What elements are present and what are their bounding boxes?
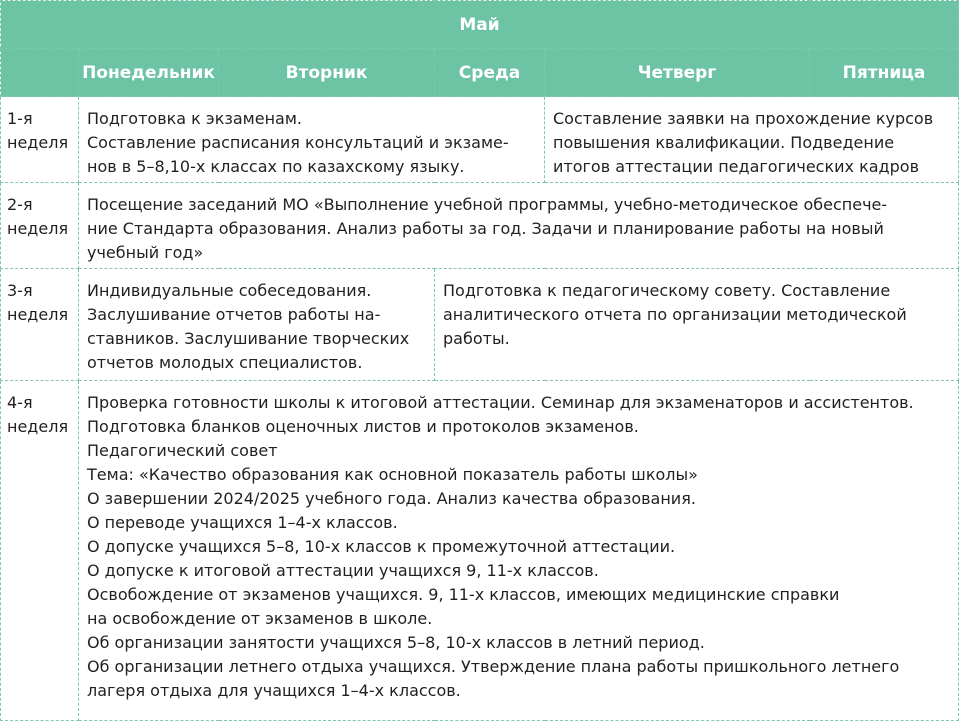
corner-cell xyxy=(1,49,79,97)
week-row-4 xyxy=(1,381,959,721)
task-line: работы. xyxy=(443,329,510,348)
task-line: Педагогический совет xyxy=(87,441,278,460)
task-line: ставников. Заслушивание творческих xyxy=(87,329,410,348)
task-line: учебный год» xyxy=(87,243,204,262)
task-line: Об организации летнего отдыха учащихся. Утверждение плана работы пришкольного летнего xyxy=(87,657,900,676)
week-label: 1-я неделя xyxy=(1,97,79,183)
week1-thu-fri-cell xyxy=(545,97,959,183)
task-line: Проверка готовности школы к итоговой аттестации. Семинар для экзаменаторов и ассистентов. xyxy=(87,393,914,412)
week-row-1 xyxy=(1,97,959,183)
task-line: на освобождение от экзаменов в школе. xyxy=(87,609,433,628)
weekday-tuesday: Вторник xyxy=(219,49,435,97)
week-row-2 xyxy=(1,183,959,269)
weekday-thursday: Четверг xyxy=(545,49,810,97)
task-line: Подготовка бланков оценочных листов и протоколов экзаменов. xyxy=(87,417,639,436)
month-header-row xyxy=(1,1,959,49)
week3-wed-fri-cell xyxy=(435,269,959,381)
weekday-header-row xyxy=(1,49,959,97)
task-line: Составление заявки на прохождение курсов xyxy=(553,109,934,128)
task-line: Об организации занятости учащихся 5–8, 10-х классов в летний период. xyxy=(87,633,705,652)
week4-all-days-cell xyxy=(79,381,959,721)
weekday-wednesday: Среда xyxy=(435,49,545,97)
task-line: Подготовка к экзаменам. xyxy=(87,109,303,128)
task-line: О завершении 2024/2025 учебного года. Анализ качества образования. xyxy=(87,489,696,508)
task-line: Заслушивание отчетов работы на- xyxy=(87,305,381,324)
task-line: аналитического отчета по организации методической xyxy=(443,305,907,324)
task-line: ние Стандарта образования. Анализ работы за год. Задачи и планирование работы на новый xyxy=(87,219,884,238)
week3-mon-tue-cell xyxy=(79,269,435,381)
task-line: Посещение заседаний МО «Выполнение учебной программы, учебно-методическое обеспече- xyxy=(87,195,888,214)
month-title: Май xyxy=(1,1,959,49)
task-line: отчетов молодых специалистов. xyxy=(87,353,363,372)
task-line: О допуске учащихся 5–8, 10-х классов к промежуточной аттестации. xyxy=(87,537,676,556)
task-line: Освобождение от экзаменов учащихся. 9, 11-х классов, имеющих медицинские справки xyxy=(87,585,840,604)
weekday-friday: Пятница xyxy=(810,49,959,97)
task-line: Индивидуальные собеседования. xyxy=(87,281,372,300)
task-line: лагеря отдыха для учащихся 1–4-х классов. xyxy=(87,681,461,700)
task-line: итогов аттестации педагогических кадров xyxy=(553,157,919,176)
task-line: Подготовка к педагогическому совету. Составление xyxy=(443,281,891,300)
task-line: Тема: «Качество образования как основной показатель работы школы» xyxy=(87,465,698,484)
task-line: Составление расписания консультаций и экзаме- xyxy=(87,133,509,152)
week-row-3 xyxy=(1,269,959,381)
task-line: О допуске к итоговой аттестации учащихся 9, 11-х классов. xyxy=(87,561,599,580)
weekday-monday: Понедельник xyxy=(79,49,219,97)
task-line: О переводе учащихся 1–4-х классов. xyxy=(87,513,398,532)
week2-all-days-cell xyxy=(79,183,959,269)
week-label: 4-я неделя xyxy=(1,381,79,721)
week1-mon-wed-cell xyxy=(79,97,545,183)
week-label: 2-я неделя xyxy=(1,183,79,269)
week-label: 3-я неделя xyxy=(1,269,79,381)
task-line: повышения квалификации. Подведение xyxy=(553,133,895,152)
task-line: нов в 5–8,10-х классах по казахскому языку. xyxy=(87,157,465,176)
